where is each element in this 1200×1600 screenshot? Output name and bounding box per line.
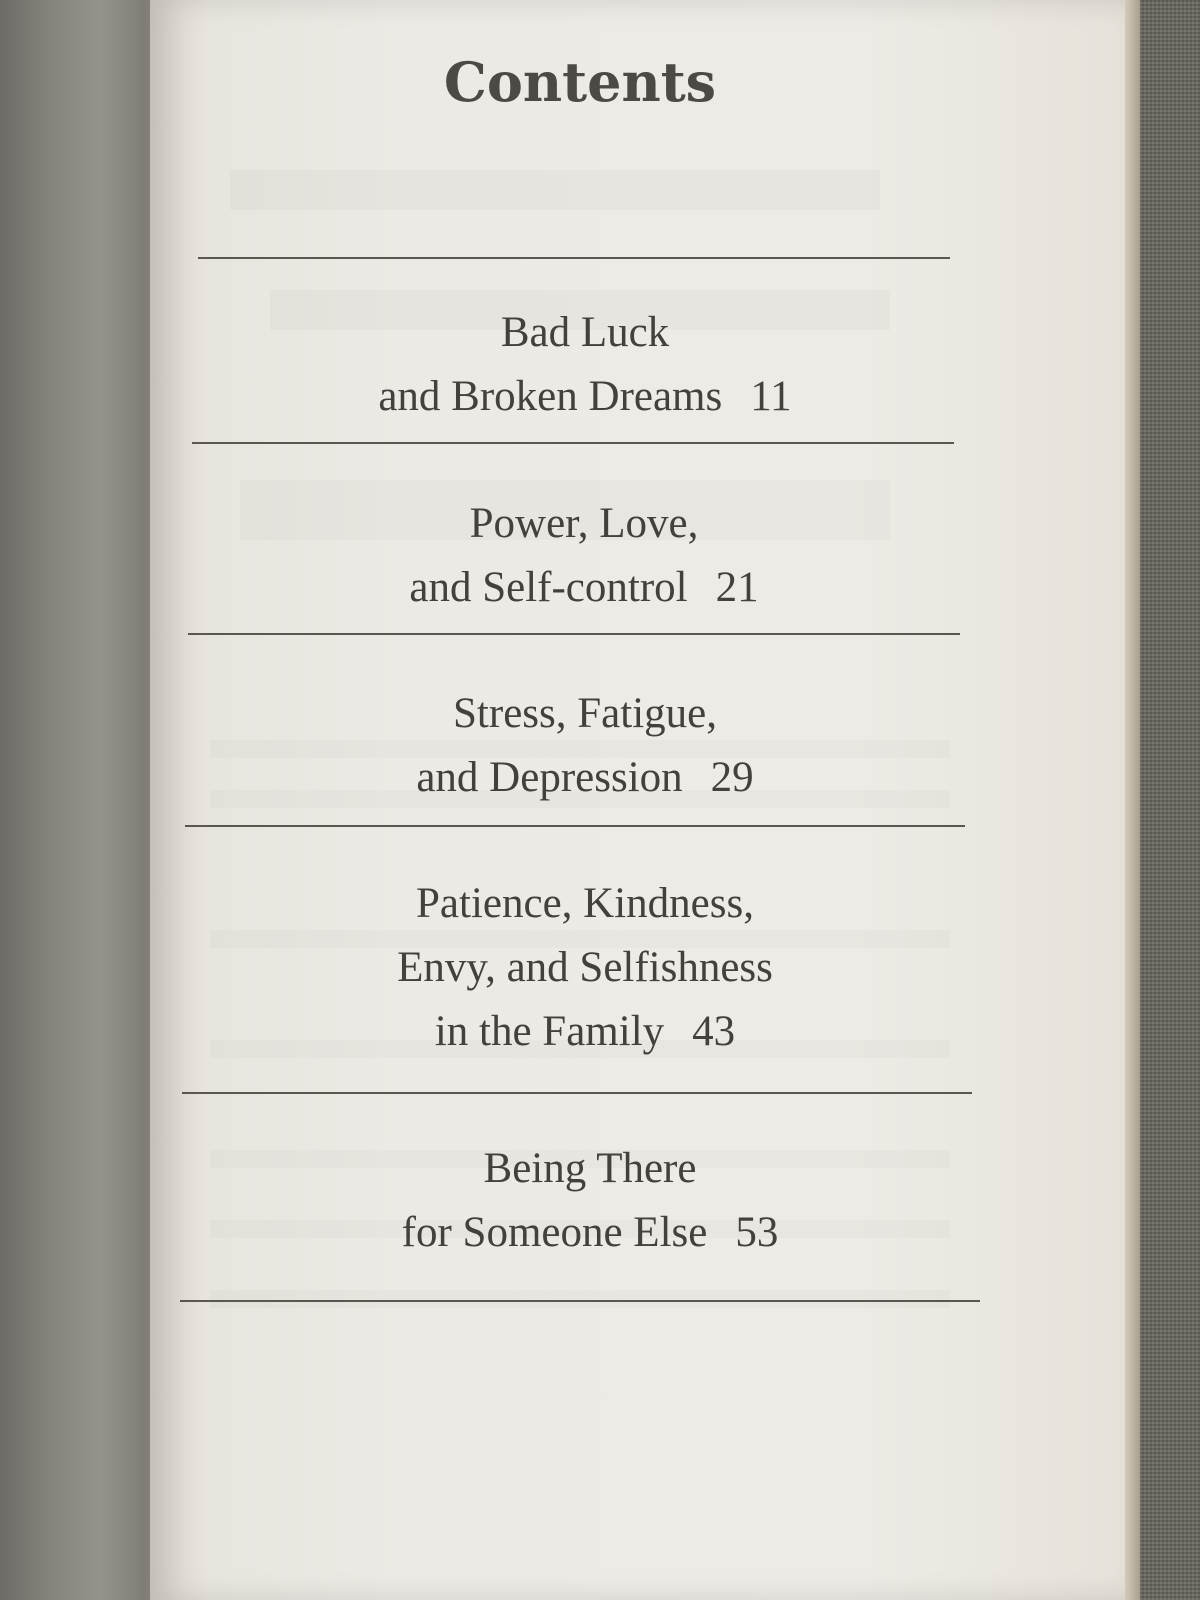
divider-rule bbox=[185, 825, 965, 827]
toc-entry-title-text: and Broken Dreams bbox=[378, 373, 723, 420]
toc-entry bbox=[150, 492, 1018, 620]
toc-entry-title-line: Bad Luck bbox=[500, 309, 670, 356]
toc-entry bbox=[150, 872, 1020, 1064]
divider-rule bbox=[180, 1300, 980, 1302]
contents-page bbox=[150, 0, 1125, 1600]
toc-entry-title-text: and Depression bbox=[416, 754, 683, 801]
page-title: Contents bbox=[443, 50, 717, 114]
toc-entry bbox=[150, 682, 1020, 810]
toc-entry-title-line bbox=[150, 365, 1020, 429]
toc-entry-title-line bbox=[150, 1000, 1020, 1064]
toc-entry-title-line: Envy, and Selfishness bbox=[397, 944, 773, 991]
toc-page-number: 43 bbox=[692, 1008, 736, 1055]
toc-page-number: 21 bbox=[715, 564, 759, 611]
toc-entry-title-line: Power, Love, bbox=[469, 500, 699, 547]
toc-entry-title-line: Stress, Fatigue, bbox=[453, 690, 717, 737]
toc-page-number: 53 bbox=[735, 1209, 779, 1256]
toc-entry bbox=[150, 301, 1020, 429]
toc-page-number: 11 bbox=[750, 373, 792, 420]
divider-rule bbox=[192, 442, 954, 444]
toc-entry-title-line: Being There bbox=[483, 1145, 697, 1192]
fabric-background bbox=[1140, 0, 1200, 1600]
toc-entry-title-line: Patience, Kindness, bbox=[416, 880, 754, 927]
divider-rule bbox=[198, 257, 950, 259]
toc-entry-title-line bbox=[150, 556, 1018, 620]
divider-rule bbox=[188, 633, 960, 635]
toc-entry bbox=[150, 1137, 1030, 1265]
toc-entry-title-line bbox=[150, 746, 1020, 810]
divider-rule bbox=[182, 1092, 972, 1094]
toc-entry-title-text: and Self-control bbox=[409, 564, 688, 611]
toc-entry-title-line bbox=[150, 1201, 1030, 1265]
toc-entry-title-text: for Someone Else bbox=[401, 1209, 708, 1256]
toc-entry-title-text: in the Family bbox=[434, 1008, 665, 1055]
toc-page-number: 29 bbox=[710, 754, 754, 801]
